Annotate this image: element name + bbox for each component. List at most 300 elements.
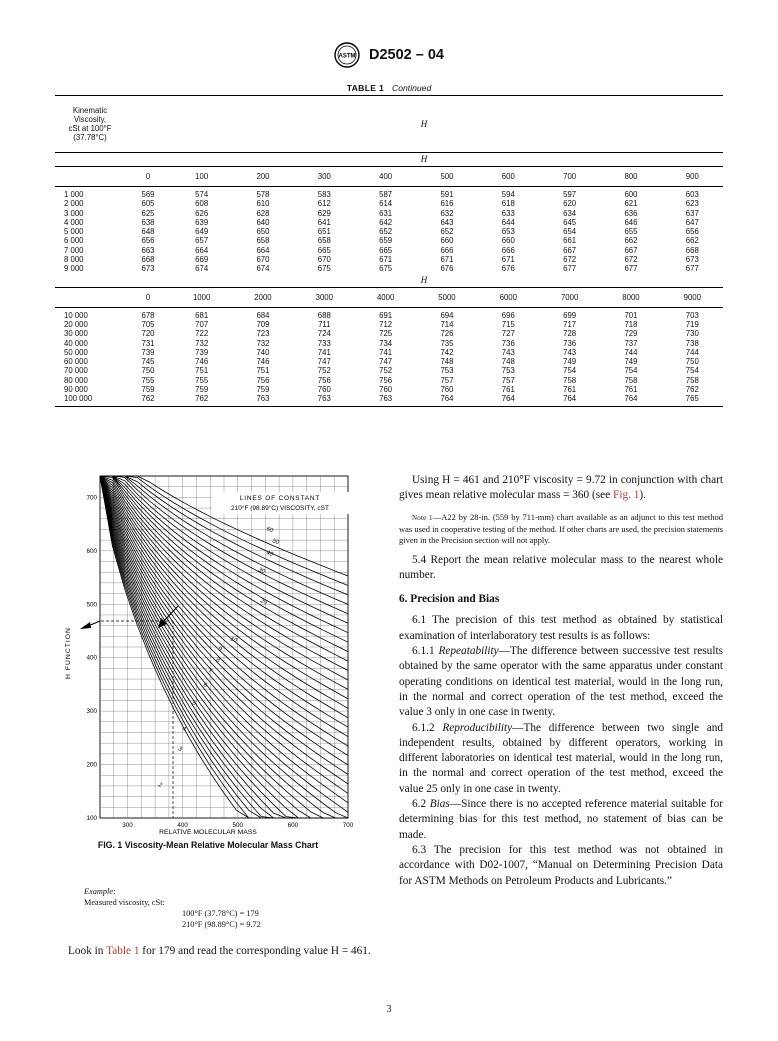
table-cell: 583 [317,190,331,199]
h-label-row [55,153,723,167]
column-header: 900 [662,167,723,187]
table-row [55,394,723,406]
table-cell: 760 [379,385,393,395]
table-cell: 669 [195,255,209,265]
s612-num: 6.1.2 [412,721,443,734]
table-cell: 736 [563,338,577,348]
table-cell: 625 [141,208,155,218]
note-text: —A22 by 28-in. (559 by 711-mm) chart available as an adjunct to this test method was used in cooperative testing of the method. If other charts are used, the precision statements given in the Precision section will not apply. [399,511,723,545]
paragraph-using-h [399,473,723,504]
table-cell: 749 [624,357,638,367]
table-cell: 756 [379,375,393,385]
table-cell: 741 [379,347,393,357]
table-cell: 656 [685,227,699,237]
table-cell: 671 [379,255,393,265]
table-cell: 642 [379,217,393,227]
astm-logo-icon [334,42,360,68]
viscosity-chart [58,468,358,838]
table-row [55,236,723,245]
table-cell: 759 [256,385,270,395]
table-cell: 591 [440,190,454,199]
table-cell: 759 [141,385,155,395]
table-cell: 658 [256,236,270,246]
table-cell: 717 [563,319,577,329]
table-cell: 643 [440,217,454,227]
table-cell: 709 [256,319,270,329]
table-row [55,255,723,264]
table-cell: 753 [440,366,454,376]
table-row [55,357,723,366]
table-cell: 660 [440,236,454,246]
s62-num: 6.2 [412,798,430,811]
column-header: 5000 [416,287,477,307]
table-cell: 744 [685,347,699,357]
table-cell: 719 [685,319,699,329]
s612-term: Reproducibility [442,721,513,734]
table-cell: 626 [195,208,209,218]
page-number: 3 [386,1004,392,1015]
table-cell: 633 [501,208,515,218]
table-cell: 658 [317,236,331,246]
chart-legend [212,492,350,514]
table-cell: 748 [440,357,454,367]
table-cell: 745 [141,357,155,367]
table-cell: 764 [539,394,600,406]
table-cell: 741 [317,347,331,357]
table-cell: 603 [685,190,699,199]
table-cell: 673 [141,264,155,274]
y-tick-label: 200 [86,761,97,769]
x-axis-label: RELATIVE MOLECULAR MASS [159,829,257,836]
curve-label: 30 [257,567,266,576]
table-cell: 666 [440,245,454,255]
section-6-1-1 [399,644,723,720]
table-cell: 654 [563,227,577,237]
table-cell: 636 [624,208,638,218]
table-cell: 574 [195,190,209,199]
table-cell: 763 [355,394,416,406]
table-cell: 665 [317,245,331,255]
table-cell: 667 [624,245,638,255]
row-label: 100 000 [55,394,125,406]
table-cell: 639 [195,217,209,227]
column-header: 100 [171,167,232,187]
row-label: 70 000 [64,366,88,376]
table-cell: 664 [256,245,270,255]
column-header: 600 [478,167,539,187]
table-cell: 660 [501,236,515,246]
table-cell: 621 [624,199,638,209]
table-cell: 655 [624,227,638,237]
table-cell: 743 [563,347,577,357]
table-cell: 763 [294,394,355,406]
table-cell: 734 [379,338,393,348]
table-cell: 670 [317,255,331,265]
table-cell: 631 [379,208,393,218]
curve-label: 50 [271,538,280,547]
column-header: 300 [294,167,355,187]
table-cell: 732 [256,338,270,348]
table-cell: 754 [563,366,577,376]
y-tick-label: 700 [86,494,97,502]
column-header: 2000 [232,287,293,307]
table-cell: 760 [317,385,331,395]
table-cell: 744 [624,347,638,357]
table-cell: 730 [685,329,699,339]
curve-label: 9 [217,646,223,654]
table-cell: 701 [624,310,638,320]
curve-label: 8 [215,657,221,665]
x-tick-label: 500 [232,822,244,829]
curve-label: 60 [265,526,274,535]
empty-cell [55,274,125,288]
table-cell: 746 [195,357,209,367]
h-arrow-icon [80,622,91,629]
table-cell: 747 [379,357,393,367]
table-cell: 681 [195,310,209,320]
table-cell: 727 [501,329,515,339]
x-tick-label: 300 [122,822,133,829]
y-tick-label: 400 [86,654,97,662]
table-cell: 703 [685,310,699,320]
table-cell: 738 [685,338,699,348]
table-cell: 757 [501,375,515,385]
column-header-row [55,287,723,307]
table-cell: 618 [501,199,515,209]
row-header-line: Viscosity, [73,115,107,124]
table-row [55,246,723,255]
table-cell: 762 [685,385,699,395]
table-cell: 696 [501,310,515,320]
table-cell: 733 [317,338,331,348]
table-cell: 671 [501,255,515,265]
table-cell: 705 [141,319,155,329]
example-line-3: 210°F (98.89°C) = 9.72 [182,920,261,929]
row-label: 30 000 [64,329,88,339]
table-cell: 764 [478,394,539,406]
s611-num: 6.1.1 [412,645,439,658]
curve-label: 4 [181,726,187,734]
row-label: 20 000 [64,319,88,329]
table-cell: 678 [141,310,155,320]
curve-label: 2 [157,782,163,790]
table-cell: 762 [125,394,171,406]
table-cell: 652 [379,227,393,237]
h-label: H [420,274,428,285]
column-header: 8000 [600,287,661,307]
fig-1-link[interactable]: Fig. 1 [613,489,640,502]
row-label: 1 000 [64,190,84,199]
table-cell: 663 [141,245,155,255]
table-cell: 667 [563,245,577,255]
column-header: 4000 [355,287,416,307]
table-cell: 743 [501,347,515,357]
h-label-row [55,274,723,288]
table-cell: 747 [317,357,331,367]
y-tick-label: 600 [86,547,97,555]
table-cell: 750 [141,366,155,376]
table-cell: 664 [195,245,209,255]
table-cell: 749 [563,357,577,367]
table-cell: 752 [379,366,393,376]
table-row [55,307,723,320]
table-cell: 671 [440,255,454,265]
table-cell: 674 [256,264,270,274]
table-cell: 646 [624,217,638,227]
table-cell: 665 [379,245,393,255]
table-cell: 712 [379,319,393,329]
table-cell: 732 [195,338,209,348]
table-cell: 761 [501,385,515,395]
left-text-1: Look in [68,945,107,957]
table-continued: Continued [392,83,432,93]
table-cell: 731 [141,338,155,348]
table-cell: 736 [501,338,515,348]
h-header: H [125,96,723,153]
row-label: 8 000 [64,255,84,265]
table-cell: 657 [195,236,209,246]
empty-cell [55,287,125,307]
table-cell: 711 [318,319,331,329]
page-header [0,42,778,68]
table-cell: 673 [685,255,699,265]
table-row [55,218,723,227]
p1-text: Using H = 461 and 210°F viscosity = 9.72 in conjunction with chart gives mean relative molecular mass = 360 (see [399,474,723,502]
table-cell: 761 [563,385,577,395]
column-header: 0 [125,167,171,187]
table-1-link[interactable]: Table 1 [106,945,140,957]
curve-label: 6 [202,682,208,690]
figure-caption: FIG. 1 Viscosity-Mean Relative Molecular Mass Chart [97,840,319,850]
table-cell: 758 [624,375,638,385]
y-tick-label: 300 [86,708,97,716]
table-cell: 735 [440,338,454,348]
table-cell: 605 [141,199,155,209]
section-6-2 [399,797,723,843]
table-cell: 656 [141,236,155,246]
table-cell: 764 [416,394,477,406]
table-cell: 632 [440,208,454,218]
table-row [55,339,723,348]
table-cell: 597 [563,190,577,199]
example-line-2: 100°F (37.78°C) = 179 [182,909,259,918]
column-header: 800 [600,167,661,187]
table-cell: 729 [624,329,638,339]
curve-label: 10 [229,636,238,645]
table-cell: 637 [685,208,699,218]
h-label: H [420,154,428,164]
row-label: 50 000 [64,347,88,357]
y-tick-label: 500 [86,601,97,609]
column-header: 700 [539,167,600,187]
empty-cell [55,167,125,187]
curve-label: 3 [177,746,183,754]
table-cell: 725 [379,329,393,339]
table-cell: 684 [256,310,270,320]
table-row [55,227,723,236]
column-header-row [55,167,723,187]
table-cell: 715 [501,319,515,329]
table-cell: 765 [662,394,723,406]
column-header: 200 [232,167,293,187]
column-header: 6000 [478,287,539,307]
table-row [55,199,723,208]
section-5-4: 5.4 Report the mean relative molecular mass to the nearest whole number. [399,553,723,581]
row-label: 3 000 [64,208,84,218]
table-cell: 755 [141,375,155,385]
table-cell: 620 [563,199,577,209]
curve-label: 7 [207,668,213,676]
table-cell: 629 [317,208,331,218]
example-title: Example: [84,887,116,896]
table-cell: 623 [685,199,699,209]
table-row [55,209,723,218]
table-row [55,187,723,200]
table-cell: 614 [379,199,393,209]
table-cell: 763 [232,394,293,406]
table-cell: 761 [624,385,638,395]
row-label: 90 000 [64,385,88,395]
table-cell: 662 [685,236,699,246]
column-header: 9000 [662,287,723,307]
s62-term: Bias [429,798,450,811]
table-cell: 659 [379,236,393,246]
table-cell: 578 [256,190,270,199]
note-label: Note 1 [412,513,433,522]
table-cell: 751 [195,366,209,376]
column-header: 3000 [294,287,355,307]
table-cell: 714 [440,319,454,329]
table-cell: 694 [440,310,454,320]
table-cell: 759 [195,385,209,395]
table-cell: 754 [685,366,699,376]
table-cell: 754 [624,366,638,376]
column-header: 7000 [539,287,600,307]
table-cell: 676 [440,264,454,274]
table-cell: 644 [501,217,515,227]
table-cell: 587 [379,190,393,199]
table-title: TABLE 1 [346,83,385,93]
table-cell: 608 [195,199,209,209]
table-cell: 742 [440,347,454,357]
table-cell: 634 [563,208,577,218]
table-cell: 751 [256,366,270,376]
table-caption [0,83,778,93]
example-line-1: Measured viscosity, cSt: [84,898,165,907]
table-cell: 707 [195,319,209,329]
left-paragraph [55,944,380,959]
table-cell: 750 [685,357,699,367]
row-header-cell [55,96,125,153]
x-tick-label: 600 [287,822,299,829]
table-cell: 746 [256,357,270,367]
section-6-3: 6.3 The precision for this test method was not obtained in accordance with D02-1007, “Manual on Determining Precision Data for ASTM Methods on Petroleum Products and Lubricants.” [399,843,723,887]
table-header-row [55,96,723,153]
table-cell: 699 [563,310,577,320]
column-header: 500 [416,167,477,187]
table-cell: 728 [563,329,577,339]
note-1 [399,512,723,546]
table-cell: 672 [624,255,638,265]
s611-term: Repeatability [438,645,499,658]
row-label: 10 000 [64,310,88,320]
table-cell: 674 [195,264,209,274]
table-cell: 691 [379,310,393,320]
table-cell: 668 [685,245,699,255]
table-cell: 756 [256,375,270,385]
table-cell: 677 [624,264,638,274]
table-cell: 748 [501,357,515,367]
table-cell: 756 [317,375,331,385]
table-cell: 569 [141,190,155,199]
s611-text: —The difference between successive test results obtained by the same operator with the same apparatus under constant operating conditions on identical test material, would in the long run, in the normal and correct operation of the test method, exceed the value 3 only in one case in twenty. [399,645,723,719]
row-label: 2 000 [64,199,84,209]
curve-label: 20 [259,598,268,607]
s612-text: —The difference between two single and independent results, obtained by different operators, working in different laboratories on identical test material, would in the long run, in the normal and correct operation of the test method, exceed the value 25 only in one case in twenty. [399,721,724,795]
table-cell: 641 [317,217,331,227]
table-cell: 640 [256,217,270,227]
row-header-line: (37.78°C) [73,133,107,142]
table-cell: 740 [256,347,270,357]
row-label: 7 000 [64,245,84,255]
table-cell: 722 [195,329,209,339]
table-cell: 758 [685,375,699,385]
table-row [55,264,723,273]
legend-line-1: LINES OF CONSTANT [239,495,321,502]
table-cell: 616 [440,199,454,209]
table-row [55,329,723,338]
table-row [55,348,723,357]
table-cell: 758 [563,375,577,385]
empty-cell [55,153,125,167]
table-cell: 720 [141,329,155,339]
p1-end: ). [639,489,647,502]
table-cell: 762 [171,394,232,406]
table-cell: 648 [141,227,155,237]
table-cell: 676 [501,264,515,274]
viscosity-table [55,95,723,407]
table-cell: 662 [624,236,638,246]
table-cell: 638 [141,217,155,227]
table-cell: 661 [563,236,577,246]
table-cell: 757 [440,375,454,385]
table-cell: 652 [440,227,454,237]
row-header-line: Kinematic [72,106,108,115]
table-cell: 675 [379,264,393,274]
table-cell: 628 [256,208,270,218]
y-axis-label: H FUNCTION [65,627,72,679]
row-label: 9 000 [64,264,84,274]
table-cell: 755 [195,375,209,385]
table-cell: 752 [317,366,331,376]
row-label: 4 000 [64,217,84,227]
table-cell: 688 [317,310,331,320]
table-cell: 649 [195,227,209,237]
table-cell: 726 [440,329,454,339]
table-cell: 677 [685,264,699,274]
svg-text:ASTM: ASTM [338,53,356,60]
table-row [55,320,723,329]
table-cell: 739 [195,347,209,357]
table-row [55,366,723,375]
table-cell: 753 [501,366,515,376]
table-cell: 723 [256,329,270,339]
table-row [55,376,723,385]
left-text-2: for 179 and read the corresponding value H = 461. [139,945,371,957]
table-cell: 718 [624,319,638,329]
document-designation: D2502 – 04 [369,47,444,63]
example-block [84,886,261,930]
